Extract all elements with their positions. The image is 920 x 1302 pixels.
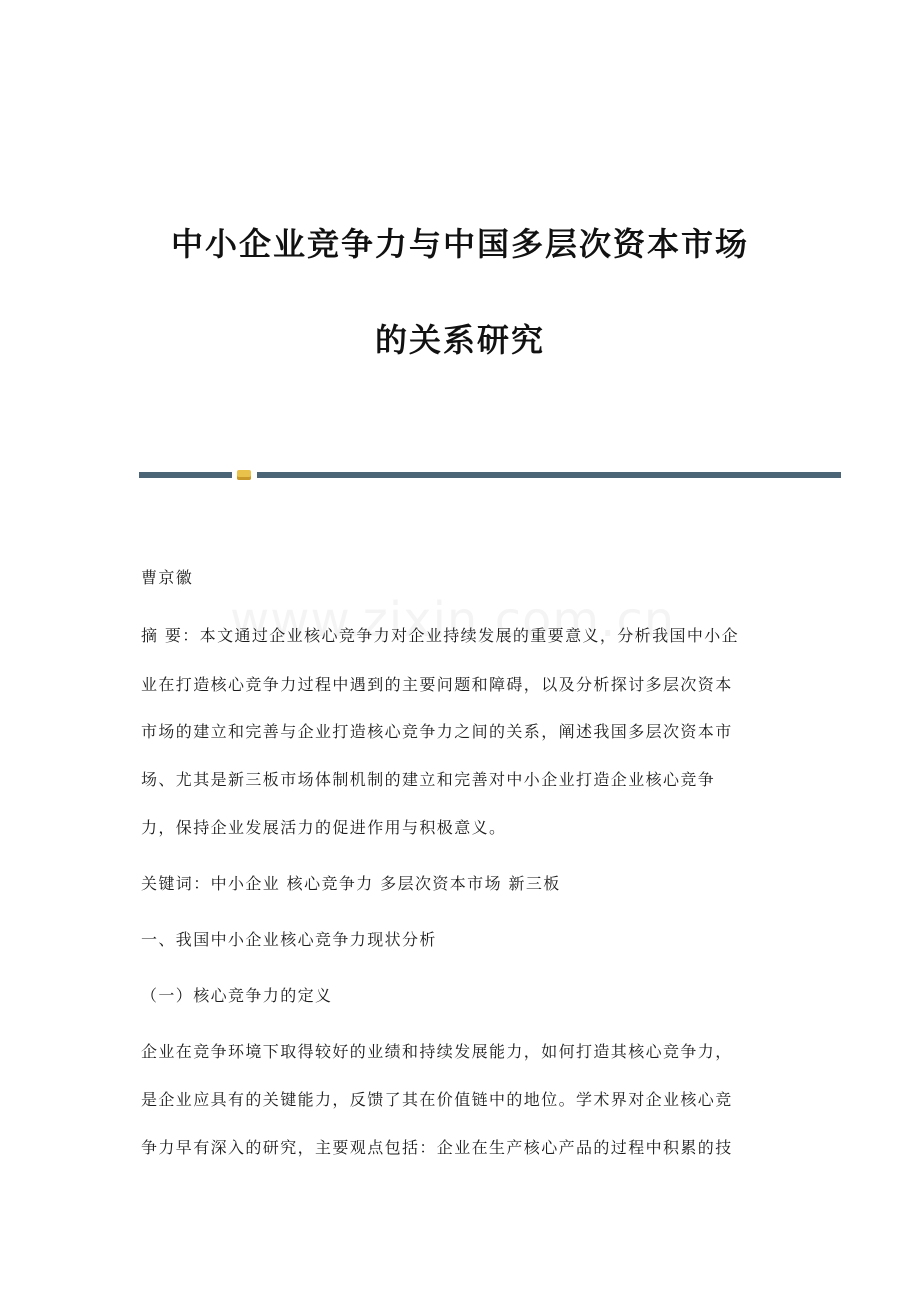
- subsection-heading: （一）核心竞争力的定义: [141, 986, 333, 1005]
- title-divider: [139, 470, 841, 480]
- divider-bar-right: [257, 472, 841, 478]
- paragraph-line-3: 争力早有深入的研究，主要观点包括：企业在生产核心产品的过程中积累的技: [141, 1138, 733, 1157]
- author-name: 曹京徽: [141, 568, 194, 587]
- abstract-line-4: 场、尤其是新三板市场体制机制的建立和完善对中小企业打造企业核心竞争: [141, 770, 716, 789]
- abstract-line-2: 业在打造核心竞争力过程中遇到的主要问题和障碍，以及分析探讨多层次资本: [141, 675, 733, 694]
- paragraph-line-1: 企业在竞争环境下取得较好的业绩和持续发展能力，如何打造其核心竞争力，: [141, 1042, 733, 1061]
- paragraph-line-2: 是企业应具有的关键能力，反馈了其在价值链中的地位。学术界对企业核心竞: [141, 1090, 733, 1109]
- divider-badge-icon: [237, 470, 251, 480]
- keywords-line: 关键词：中小企业 核心竞争力 多层次资本市场 新三板: [141, 874, 561, 893]
- section-heading: 一、我国中小企业核心竞争力现状分析: [141, 930, 437, 949]
- abstract-line-1: 摘 要：本文通过企业核心竞争力对企业持续发展的重要意义，分析我国中小企: [141, 626, 740, 645]
- abstract-line-3: 市场的建立和完善与企业打造核心竞争力之间的关系，阐述我国多层次资本市: [141, 722, 733, 741]
- abstract-line-5: 力，保持企业发展活力的促进作用与积极意义。: [141, 818, 507, 837]
- document-title-line-1: 中小企业竞争力与中国多层次资本市场: [170, 225, 749, 263]
- document-title-line-2: 的关系研究: [374, 321, 545, 359]
- divider-bar-left: [139, 472, 232, 478]
